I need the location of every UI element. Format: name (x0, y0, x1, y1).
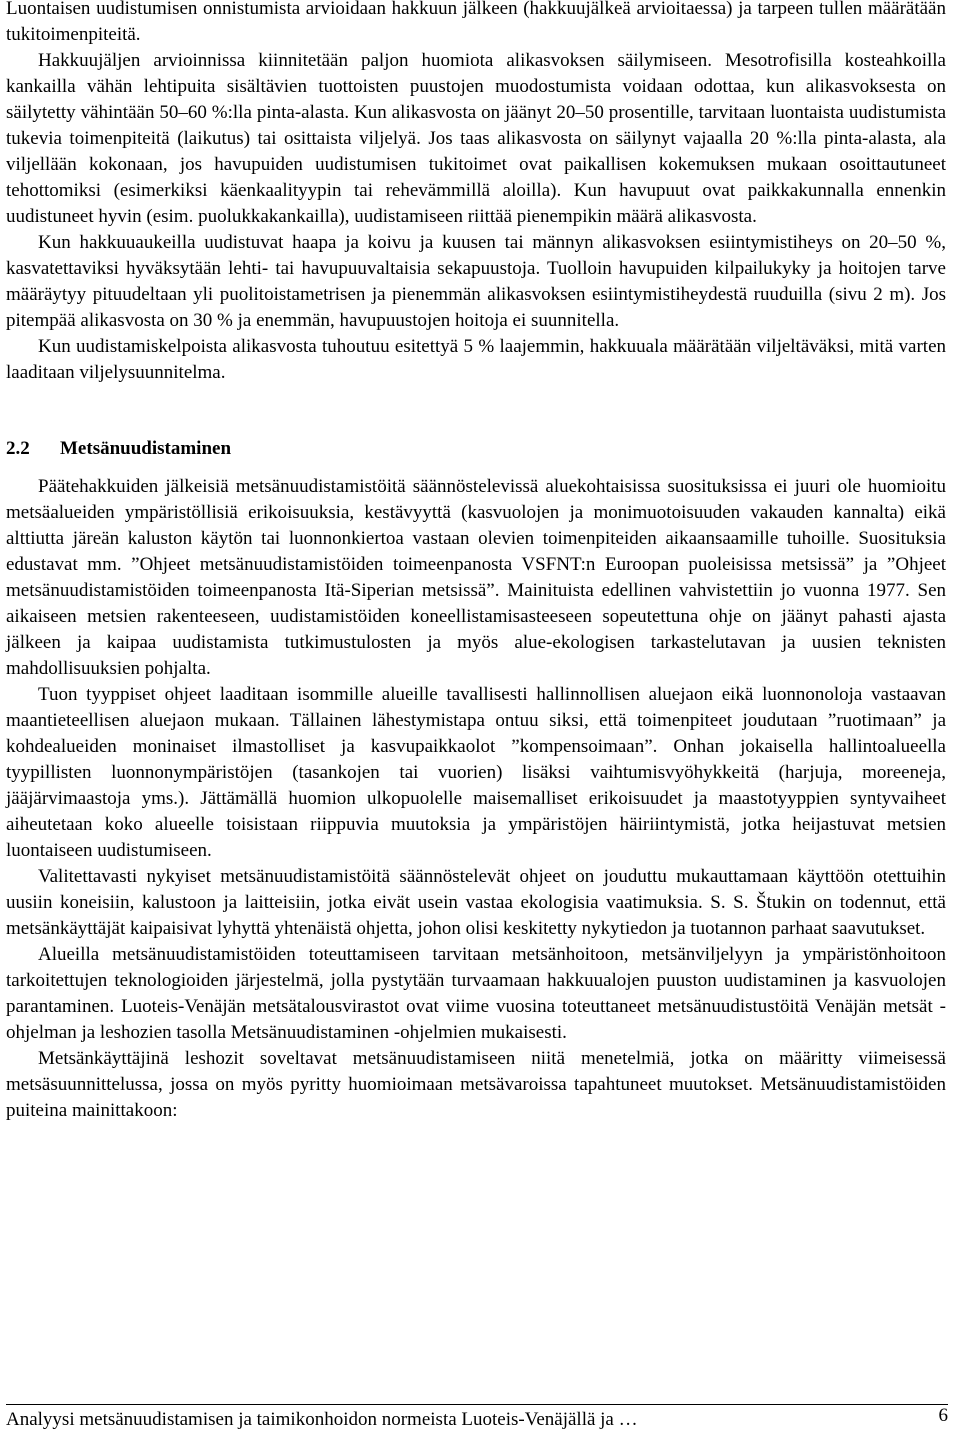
document-page (6, 0, 946, 1124)
section-title: Metsänuudistaminen (60, 438, 232, 459)
footer-title: Analyysi metsänuudistamisen ja taimikonhoidon normeista Luoteis-Venäjällä ja … (6, 1409, 638, 1430)
page-number: 6 (938, 1405, 948, 1426)
paragraph: Kun uudistamiskelpoista alikasvosta tuhoutuu esitettyä 5 % laajemmin, hakkuuala määrätään viljeltäväksi, mitä varten laaditaan viljelysuunnitelma. (6, 336, 946, 383)
paragraph: Kun hakkuuaukeilla uudistuvat haapa ja koivu ja kuusen tai männyn alikasvoksen esiintymistiheys on 20–50 %, kasvatettaviksi hyväksytään lehti- tai havupuuvaltaisia sekapuustoja. Tuolloin havupuiden kilpailukyky ja hoitojen tarve määräytyy pituudeltaan yli puolitoistametrisen ja pienemmän alikasvoksen esiintymistiheydestä ruuduilla (sivu 2 m). Jos pitempää alikasvosta on 30 % ja enemmän, havupuustojen hoitoja ei suunnitella. (6, 232, 946, 331)
section-heading (6, 436, 946, 462)
paragraph: Metsänkäyttäjinä leshozit soveltavat metsänuudistamiseen niitä menetelmiä, jotka on määritty viimeisessä metsäsuunnittelussa, jossa on myös pyritty huomioimaan metsävaroissa tapahtuneet muutokset. Metsänuudistamistöiden puiteina mainittakoon: (6, 1048, 946, 1121)
footer-divider (6, 1404, 948, 1405)
paragraph: Valitettavasti nykyiset metsänuudistamistöitä säännöstelevät ohjeet on jouduttu mukauttamaan käyttöön otettuihin uusiin koneisiin, kalustoon ja laitteisiin, jotka eivät usein vastaa ekologisia vaatimuksia. S. S. Štukin on todennut, että metsänkäyttäjät kaipaisivat lyhyttä yhtenäistä ohjetta, johon olisi keskitetty nykytiedon ja tuotannon parhaat saavutukset. (6, 866, 946, 939)
paragraph: Hakkuujäljen arvioinnissa kiinnitetään paljon huomiota alikasvoksen säilymiseen. Mesotrofisilla kosteahkoilla kankailla vähän lehtipuita sisältävien tuottoisten puustojen muodostumista voidaan odottaa, kun alikasvoksesta on säilytetty vähintään 50–60 %:lla pinta-alasta. Kun alikasvosta on jäänyt 20–50 prosentille, tarvitaan luontaista uudistumista tukevia toimenpiteitä (laikutus) tai osittaista viljelyä. Jos taas alikasvosta on säilynyt vajaalla 20 %:lla pinta-alasta, ala viljellään kokonaan, jos havupuiden uudistumisen tukitoimet ovat paikallisen kokemuksen mukaan osoittautuneet tehottomiksi (esimerkiksi käenkaalityypin tai rehevämmillä aloilla). Kun havupuut ovat paikkakunnalla ennenkin uudistuneet hyvin (esim. puolukkakankailla), uudistamiseen riittää pienempikin määrä alikasvosta. (6, 50, 946, 227)
paragraph: Luontaisen uudistumisen onnistumista arvioidaan hakkuun jälkeen (hakkuujälkeä arvioitaessa) ja tarpeen tullen määrätään tukitoimenpiteitä. (6, 0, 946, 45)
paragraph: Päätehakkuiden jälkeisiä metsänuudistamistöitä säännöstelevissä aluekohtaisissa suosituksissa ei juuri ole huomioitu metsäalueiden ympäristöllisiä erikoisuuksia, kestävyyttä (kasvuolojen ja monimuotoisuuden vakauden kannalta) eikä alttiutta järeän kaluston käytön tai luonnonkiertoa vastaan olevien toimenpiteiden aikaansaamille tuhoille. Suosituksia edustavat mm. ”Ohjeet metsänuudistamistöiden toimeenpanosta VSFNT:n Euroopan puoleisissa metsissä” ja ”Ohjeet metsänuudistamistöiden toimeenpanosta Itä-Siperian metsissä”. Mainituista edellinen vahvistettiin jo vuonna 1977. Sen aikaiseen metsien rakenteeseen, uudistamistöiden koneellistamisasteeseen sopeutettuna ohje on jäänyt pahasti ajasta jälkeen ja kaipaa uudistamista tutkimustulosten ja myös alue-ekologisen tarkastelutavan ja uusien teknisten mahdollisuuksien pohjalta. (6, 476, 946, 679)
paragraph: Alueilla metsänuudistamistöiden toteuttamiseen tarvitaan metsänhoitoon, metsänviljelyyn ja ympäristönhoitoon tarkoitettujen teknologioiden järjestelmä, jolla pystytään turvaamaan hakkuualojen puuston uudistaminen ja kasvuolojen parantaminen. Luoteis-Venäjän metsätalousvirastot ovat viime vuosina toteuttaneet metsänuudistustöitä Venäjän metsät -ohjelman ja leshozien tasolla Metsänuudistaminen -ohjelmien mukaisesti. (6, 944, 946, 1043)
paragraph: Tuon tyyppiset ohjeet laaditaan isommille alueille tavallisesti hallinnollisen aluejaon eikä luonnonoloja vastaavan maantieteellisen aluejaon mukaan. Tällainen lähestymistapa ontuu siksi, että toimenpiteet joudutaan ”ruotimaan” ja kohdealueiden moninaiset ilmastolliset ja kasvupaikkaolot ”kompensoimaan”. Onhan jokaisella hallintoalueella tyypillisten luonnonympäristöjen (tasankojen tai vuorien) lisäksi vaihtumisvyöhykkeitä (harjuja, moreeneja, jääjärvimaastoja yms.). Jättämällä huomion ulkopuolelle maisemalliset erikoisuudet ja maastotyyppien syntyvaiheet aiheutetaan koko alueelle toisistaan riippuvia muutoksia ja ympäristöjen häiriintymistä, jotka heijastuvat metsien luontaiseen uudistumiseen. (6, 684, 946, 861)
section-number: 2.2 (6, 438, 30, 459)
